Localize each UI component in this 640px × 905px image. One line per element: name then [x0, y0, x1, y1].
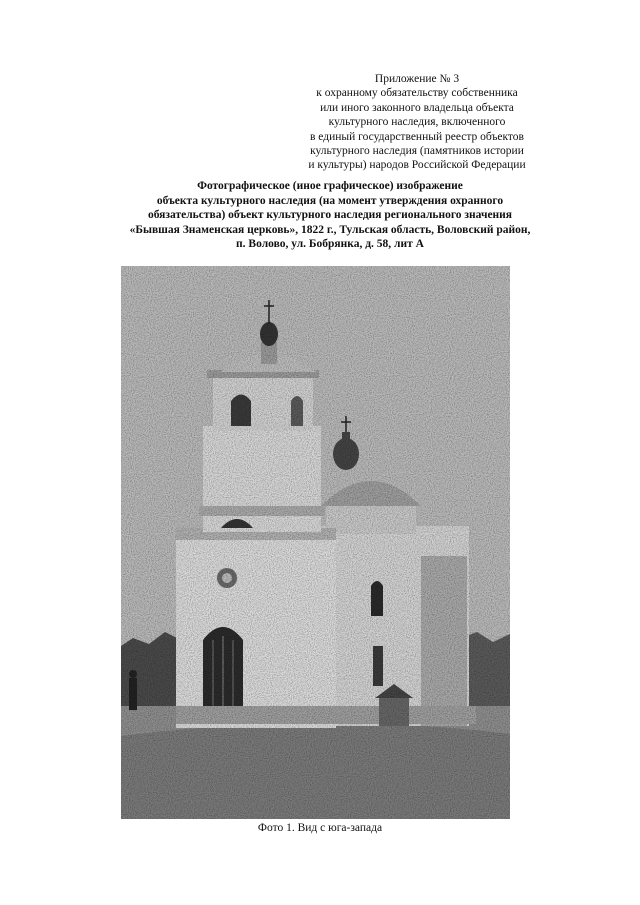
title-line: п. Волово, ул. Бобрянка, д. 58, лит А: [236, 238, 424, 251]
appendix-line: культурного наследия (памятников истории: [310, 145, 524, 158]
appendix-line: к охранному обязательству собственника: [316, 87, 518, 100]
title-line: «Бывшая Знаменская церковь», 1822 г., Тульская область, Воловский район,: [129, 223, 531, 236]
title-line: Фотографическое (иное графическое) изображение: [197, 180, 463, 192]
title-line: обязательства) объект культурного наследия регионального значения: [147, 209, 513, 222]
appendix-line: в единый государственный реестр объектов: [310, 130, 524, 143]
appendix-line: или иного законного владельца объекта: [320, 101, 514, 114]
photo-caption: Фото 1. Вид с юга-запада: [257, 822, 383, 834]
title-line: объекта культурного наследия (на момент утверждения охранного: [156, 194, 504, 207]
document-title: [40, 179, 620, 252]
church-photo: [121, 266, 510, 819]
appendix-line: Приложение № 3: [374, 73, 460, 85]
appendix-line: культурного наследия, включенного: [328, 116, 506, 129]
church-photo-drawing: [121, 266, 510, 819]
appendix-line: и культуры) народов Российской Федерации: [308, 159, 526, 172]
appendix-header: [282, 72, 552, 173]
